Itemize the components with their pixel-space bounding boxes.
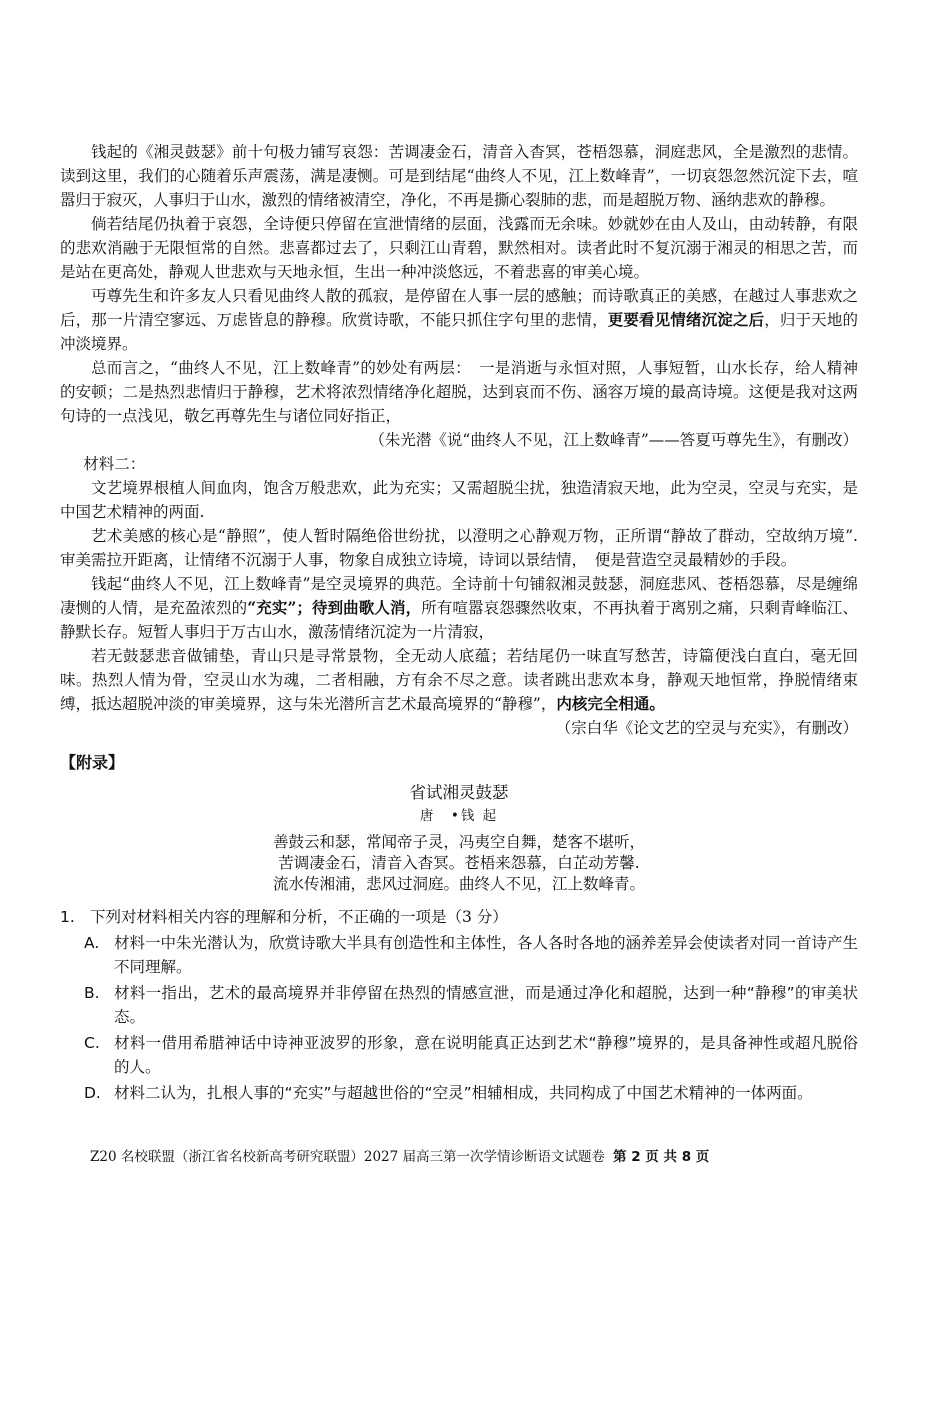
material2-paragraph [60,572,858,644]
question-stem [60,905,858,929]
text-run: ，归于天地的冲淡境界。 [60,311,858,353]
text-run: 若无鼓瑟悲音做铺垫，青山只是寻常景物，全无动人底蕴；若结尾仍一味直写愁苦，诗篇便浅白直白，毫无回味。热烈人情为骨，空灵山水为魂，二者相融，方有余不尽之意。读者跳出悲欢本身，静观天地恒常，挣脱情绪束缚，抵达超脱冲淡的审美境界，这与朱光潜所言艺术最高境界的“静穆”， [60,647,858,713]
appendix-heading: 【附录】 [60,753,125,772]
page-number: 第 2 页 共 8 页 [613,1149,710,1165]
poem-author: 唐 •钱 起 [419,808,499,824]
option-letter: A. [84,934,100,952]
poem-body [60,832,858,895]
poem-title: 省试湘灵鼓瑟 [409,783,509,802]
bold-text-run: 内核完全相通。 [556,694,665,713]
option-text: 材料一指出，艺术的最高境界并非停留在热烈的情感宣泄，而是通过净化和超脱，达到一种“静穆”的审美状态。 [114,984,858,1026]
poem-line: 流水传湘浦，悲风过洞庭。曲终人不见，江上数峰青。 [272,875,645,893]
material2-source: （宗白华《论文艺的空灵与充实》，有删改） [555,719,858,737]
text-run: 所有喧嚣哀怨骤然收束，不再执着于离别之痛，只剩青峰临江、静默长存。短暂人事归于万古山水，激荡情绪沉淀为一片清寂， [60,599,858,641]
question-number: 1. [60,908,75,926]
page-footer [90,1147,709,1167]
poem-line: 苦调凄金石，清音入杳冥。苍梧来怨慕，白芷动芳馨. [278,854,640,872]
text-run: 钱起“曲终人不见，江上数峰青”是空灵境界的典范。全诗前十句铺叙湘灵鼓瑟，洞庭悲风、苍梧怨慕，尽是缠绵凄恻的人情，是充盈浓烈的 [60,575,858,617]
poem-line: 善鼓云和瑟，常闻帝子灵，冯夷空自舞，楚客不堪听， [272,833,645,851]
material2-paragraph [60,644,858,716]
question-text: 下列对材料相关内容的理解和分析，不正确的一项是（3 分） [90,908,508,926]
option-text: 材料二认为，扎根人事的“充实”与超越世俗的“空灵”相辅相成，共同构成了中国艺术精神的一体两面。 [114,1084,813,1102]
text-run: 丏尊先生和许多友人只看见曲终人散的孤寂，是停留在人事一层的感触；而诗歌真正的美感，在越过人事悲欢之后，那一片清空寥远、万虑皆息的静穆。欣赏诗歌，不能只抓住字句里的悲情， [60,287,858,329]
material1-paragraph [60,284,858,356]
material1-paragraph: 总而言之，“曲终人不见，江上数峰青”的妙处有两层： 一是消逝与永恒对照，人事短暂，山水长存，给人精神的安顿；二是热烈悲情归于静穆，艺术将浓烈情绪净化超脱，达到哀而不伤、涵容万境的最高诗境。这便是我对这两句诗的一点浅见，敬乞再尊先生与诸位同好指正， [60,359,858,425]
option-letter: D. [84,1084,101,1102]
option-a [60,931,858,979]
material2-paragraph: 文艺境界根植人间血肉，饱含万般悲欢，此为充实；又需超脱尘扰，独造清寂天地，此为空灵，空灵与充实，是中国艺术精神的两面. [60,479,858,521]
material1-paragraph: 倘若结尾仍执着于哀怨，全诗便只停留在宣泄情绪的层面，浅露而无余味。妙就妙在由人及山，由动转静，有限的悲欢消融于无限恒常的自然。悲喜都过去了，只剩江山青碧，默然相对。读者此时不复沉溺于湘灵的相思之苦，而是站在更高处，静观人世悲欢与天地永恒，生出一种冲淡悠远，不着悲喜的审美心境。 [60,215,858,281]
material1-source: （朱光潜《说“曲终人不见，江上数峰青”——答夏丏尊先生》，有删改） [369,431,858,449]
material2-paragraph: 艺术美感的核心是“静照”，使人暂时隔绝俗世纷扰，以澄明之心静观万物，正所谓“静故了群动，空故纳万境”. 审美需拉开距离，让情绪不沉溺于人事，物象自成独立诗境，诗词以景结情， 便是营造空灵最精妙的手段。 [60,527,858,569]
document-page [60,140,858,1105]
bold-text-run: “充实”；待到曲歌人消， [247,598,422,617]
footer-text: Z20 名校联盟（浙江省名校新高考研究联盟）2027 届高三第一次学情诊断语文试题卷 [90,1149,605,1165]
option-c [60,1031,858,1079]
option-letter: C. [84,1034,100,1052]
option-text: 材料一中朱光潜认为，欣赏诗歌大半具有创造性和主体性，各人各时各地的涵养差异会使读者对同一首诗产生不同理解。 [114,934,859,976]
option-d [60,1081,858,1105]
option-text: 材料一借用希腊神话中诗神亚波罗的形象，意在说明能真正达到艺术“静穆”境界的，是具备神性或超凡脱俗的人。 [114,1034,858,1076]
question-1 [60,905,858,1105]
material1-paragraph: 钱起的《湘灵鼓瑟》前十句极力铺写哀怨：苦调凄金石，清音入杳冥，苍梧怨慕，洞庭悲风，全是激烈的悲情。读到这里，我们的心随着乐声震荡，满是凄恻。可是到结尾“曲终人不见，江上数峰青”，一切哀怨忽然沉淀下去，喧嚣归于寂灭，人事归于山水，激烈的情绪被清空，净化，不再是撕心裂肺的悲，而是超脱万物、涵纳悲欢的静穆。 [60,143,858,209]
option-letter: B. [84,984,100,1002]
bold-text-run: 更要看见情绪沉淀之后 [607,310,765,329]
option-b [60,981,858,1029]
material2-label: 材料二： [83,455,146,473]
